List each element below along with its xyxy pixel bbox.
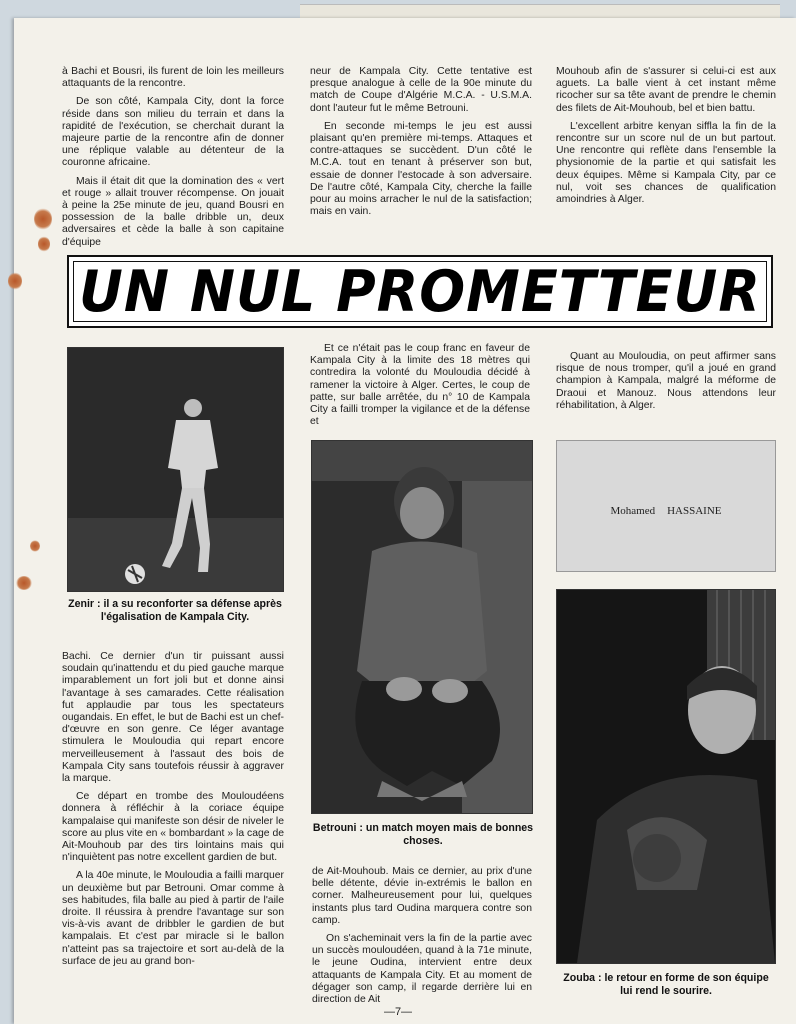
paragraph: A la 40e minute, le Mouloudia a failli marquer un deuxième but par Betrouni. Omar comme à ses habitudes, fila balle au pied à partir de l'aile droite. Il réussira à prendre l'avantage sur son vis-à-vis avant de dribbler le gardien de but kampalais. Et c'est par miracle si le ballon n'atteint pas sa trajectoire et sort au-delà de la surface de jeu au grand bon- [62,870,284,967]
stain-mark [30,540,40,552]
photo-zenir [67,347,284,592]
page-stack-edge [300,4,780,19]
stain-mark [38,236,50,252]
paragraph: L'excellent arbitre kenyan siffla la fin de la rencontre sur un score nul de un but partout. Une rencontre qui reflète dans l'ensemble la physionomie de la partie et qui satisfait les deux équipes. Même si Kampala City, par ce nul, voit ses chances de qualification amoindries à Alger. [556,120,776,206]
photo-betrouni [311,440,533,814]
headline: UN NUL PROMETTEUR [78,258,761,325]
author-name [557,505,775,517]
article-column-top-left [62,66,284,249]
paragraph: de Ait-Mouhoub. Mais ce dernier, au prix d'une belle détente, dévie in-extrémis le ballon en corner. Malheureusement pour lui, quelques instants plus tard Oudina marquera contre son camp. [312,866,532,926]
headline-box [67,255,773,328]
stain-mark [34,208,52,230]
caption-betrouni: Betrouni : un match moyen mais de bonnes choses. [312,822,534,847]
author-first-name: Mohamed [610,505,656,517]
article-column-top-middle [310,66,532,218]
author-last-name: HASSAINE [667,505,722,517]
paragraph: Et ce n'était pas le coup franc en faveur de Kampala City à la limite des 18 mètres qui contredira la volonté du Mouloudia décidé à ramener la victoire à Alger. Certes, le coup de patte, sur balle arrêtée, du n° 10 de Kampala City a failli tromper la vigilance et de la défense et [310,343,530,428]
article-column-top-right [556,66,776,206]
article-column-bottom-middle [312,866,532,1006]
paragraph: Bachi. Ce dernier d'un tir puissant aussi soudain qu'inattendu et du pied gauche marque imparablement un fort joli but et donne ainsi l'avantage à ses camarades. Cette réalisation fut applaudie par tous les spectateurs ougandais. En effet, le but de Bachi est un chef-d'œuvre en son genre. Ce léger avantage stimulera le Mouloudia qui repart encore merveilleusement à l'assaut des bois de Kampala City sans toutefois réussir à aggraver la marque. [62,651,284,785]
article-column-mid-middle [310,343,530,428]
caption-zouba: Zouba : le retour en forme de son équipe lui rend le sourire. [563,972,769,997]
page-number: —7— [383,1006,413,1018]
photo-zouba [556,589,776,964]
player-silhouette [68,348,283,591]
goalkeeper-portrait [557,590,775,963]
paragraph: De son côté, Kampala City, dont la force réside dans son milieu du terrain et dans la rapidité de l'exécution, se cherchait durant la majeure partie de la rencontre afin de donner une réplique valable au détenteur de la couronne africaine. [62,96,284,169]
paragraph: à Bachi et Bousri, ils furent de loin les meilleurs attaquants de la rencontre. [62,66,284,90]
caption-zenir: Zenir : il a su reconforter sa défense après l'égalisation de Kampala City. [68,598,282,623]
article-column-bottom-left [62,651,284,968]
stain-mark [16,576,32,590]
paragraph: Mais il était dit que la domination des « vert et rouge » allait trouver récompense. On jouait à peine la 25e minute de jeu, quand Bousri en possession de la balle dribble un, deux adversaires et cède la balle à son capitaine d'équipe [62,175,284,248]
author-box [556,440,776,572]
paragraph: neur de Kampala City. Cette tentative est presque analogue à celle de la 90e minute du match de Coupe d'Algérie M.C.A. - U.S.M.A. dont l'auteur fut le même Betrouni. [310,66,532,114]
paragraph: On s'acheminait vers la fin de la partie avec un succès mouloudéen, quand à la 71e minute, le jeune Oudina, intervient entre deux attaquants de Kampala City. Et au moment de dégager son camp, il regarde derrière lui en direction de Ait [312,933,532,1006]
paragraph: Ce départ en trombe des Mouloudéens donnera à réfléchir à la coriace équipe kampalaise qui manifeste son désir de niveler le score au plus vite en « bombardant » la cage de Ait-Mouhoub par des tirs lointains mais qui n'inquiètent pas notre excellent gardien de but. [62,791,284,864]
paragraph: Quant au Mouloudia, on peut affirmer sans risque de nous tromper, qu'il a joué en grand champion à Kampala, malgré la méforme de Draoui et Manouz. Nous attendons leur réhabilitation, à Alger. [556,351,776,411]
paragraph: Mouhoub afin de s'assurer si celui-ci est aux aguets. La balle vient à cet instant même ricocher sur sa tête avant de prendre le chemin des filets de Ait-Mouhoub, bel et bien battu. [556,66,776,114]
article-column-mid-right [556,351,776,412]
player-crouching [312,441,532,813]
paragraph: En seconde mi-temps le jeu est aussi plaisant qu'en première mi-temps. Attaques et contre-attaques se succèdent. D'un côté le M.C.A. tout en tenant à préserver son but, essaie de donner l'estocade à son adversaire. De l'autre côté, Kampala City, cherche la faille pour au moins arracher le nul de la satisfaction; mais en vain. [310,120,532,218]
stain-mark [8,272,22,290]
